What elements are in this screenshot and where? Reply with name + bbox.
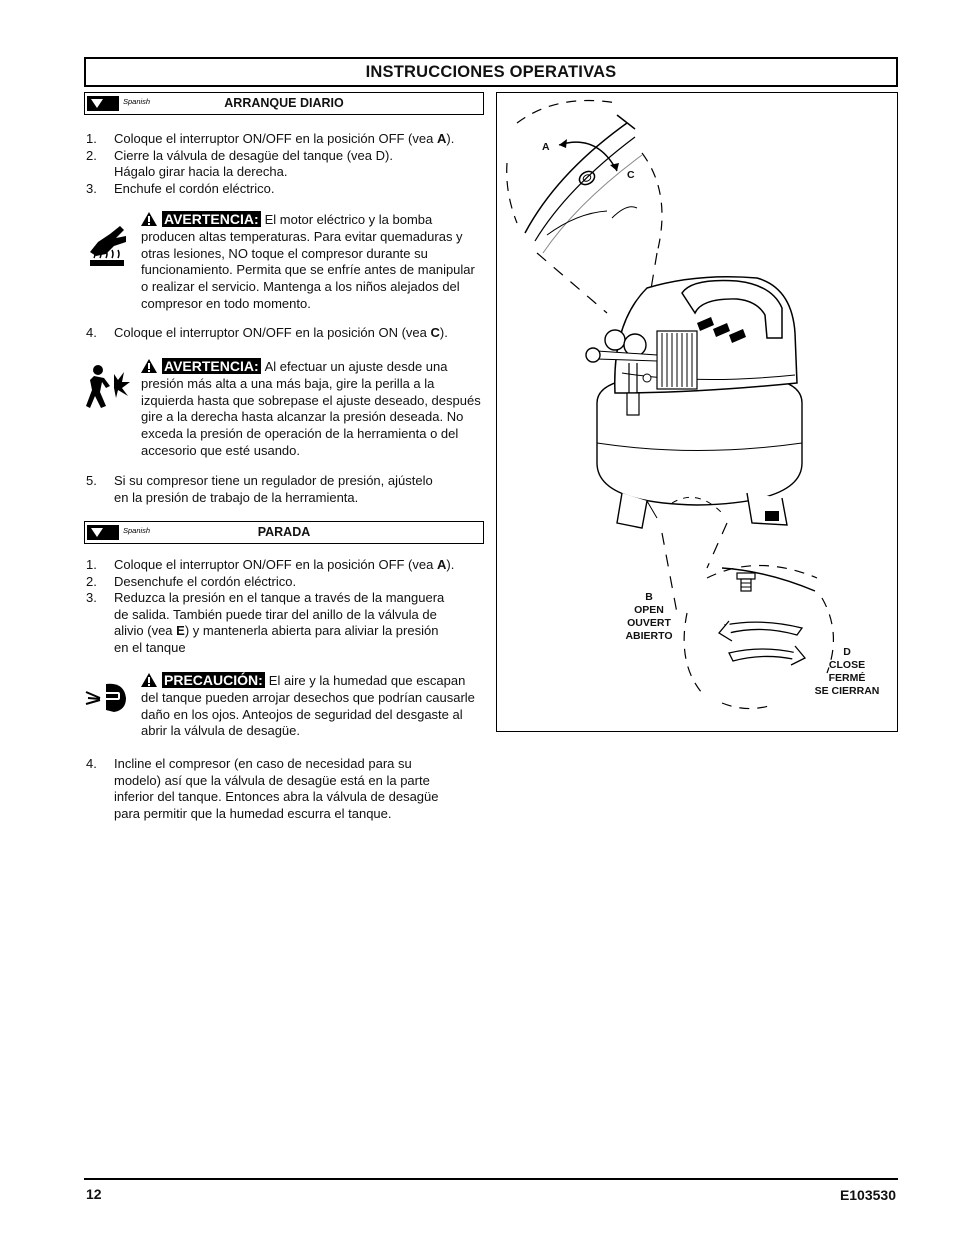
warning-pressure-adjust: AVERTENCIA: Al efectuar un ajuste desde una presión más alta a una más baja, gire la perilla a la izquierda hasta que sobrepase el ajuste deseado, después gire a la derecha hasta alcanzar la presión deseada. No exceda la presión de operación de la herramienta o del accesorio que esté usando.: [141, 358, 481, 458]
compressor-illustration: [496, 92, 898, 732]
figure-label-c: C: [627, 169, 635, 181]
footer-rule: [84, 1178, 898, 1180]
list-item: 2. Cierre la válvula de desagüe del tanque (vea D). Hágalo girar hacia la derecha.: [86, 147, 393, 179]
document-code: E103530: [839, 1187, 896, 1203]
startup-step-5: [86, 473, 433, 506]
figure-label-a: A: [542, 141, 550, 153]
list-item: 4. Coloque el interruptor ON/OFF en la posición ON (vea C).: [86, 325, 448, 340]
warning-triangle-icon: [141, 359, 157, 373]
warning-hot-surface: AVERTENCIA: El motor eléctrico y la bomba producen altas temperaturas. Para evitar quemaduras y otras lesiones, NO toque el compresor durante su funcionamiento. Permita que se enfríe antes de manipular o realizar el servicio. Mantenga a los niños alejados del compresor en todo momento.: [141, 211, 475, 311]
page-title: INSTRUCCIONES OPERATIVAS: [84, 57, 898, 87]
caution-eye-protection: PRECAUCIÓN: El aire y la humedad que escapan del tanque pueden arrojar desechos que podrían causarle daño en los ojos. Anteojos de seguridad del desgaste al abrir la válvula de desagüe.: [141, 672, 475, 739]
section-heading: PARADA: [257, 525, 311, 539]
list-item: 5. Si su compresor tiene un regulador de presión, ajústelo en la presión de trabajo de la herramienta.: [86, 473, 433, 505]
startup-steps: [86, 131, 454, 197]
compressor-drawing: [497, 93, 898, 732]
warning-triangle-icon: [141, 212, 157, 226]
signal-word: PRECAUCIÓN:: [164, 672, 263, 688]
section-heading: ARRANQUE DIARIO: [224, 96, 344, 110]
shutdown-step-4: [86, 756, 439, 822]
language-tab-label: Spanish: [123, 97, 151, 106]
shutdown-steps: [86, 557, 454, 656]
signal-word: AVERTENCIA:: [164, 211, 259, 227]
list-item: 2. Desenchufe el cordón eléctrico.: [86, 573, 297, 589]
page-number: 12: [86, 1186, 102, 1202]
hot-surface-icon: [84, 222, 130, 270]
eye-protection-icon: [84, 680, 130, 716]
list-item: 4. Incline el compresor (en caso de necesidad para su modelo) así que la válvula de desagüe está en la parte inferior del tanque. Entonces abra la válvula de desagüe para permitir que la humedad escurra el tanque.: [86, 756, 439, 821]
warning-triangle-icon: [141, 673, 157, 687]
figure-label-b-open: B OPEN OUVERT ABIERTO: [625, 591, 673, 642]
figure-label-d-close: D CLOSE FERMÉ SE CIERRAN: [814, 646, 880, 697]
signal-word: AVERTENCIA:: [164, 358, 259, 374]
section-header-parada: [84, 521, 484, 544]
language-tab-label: Spanish: [123, 526, 151, 535]
section-header-arranque: [84, 92, 484, 115]
list-item: 1. Coloque el interruptor ON/OFF en la posición OFF (vea A).: [86, 557, 455, 572]
list-item: 1. Coloque el interruptor ON/OFF en la posición OFF (vea A).: [86, 131, 455, 146]
startup-step-4: [86, 325, 448, 342]
list-item: 3. Enchufe el cordón eléctrico.: [86, 180, 275, 196]
burst-hazard-icon: [84, 362, 134, 412]
list-item: 3. Reduzca la presión en el tanque a través de la manguera de salida. También puede tirar del anillo de la válvula de alivio (vea E) y mantenerla abierta para aliviar la presión en el tanque: [86, 590, 445, 655]
